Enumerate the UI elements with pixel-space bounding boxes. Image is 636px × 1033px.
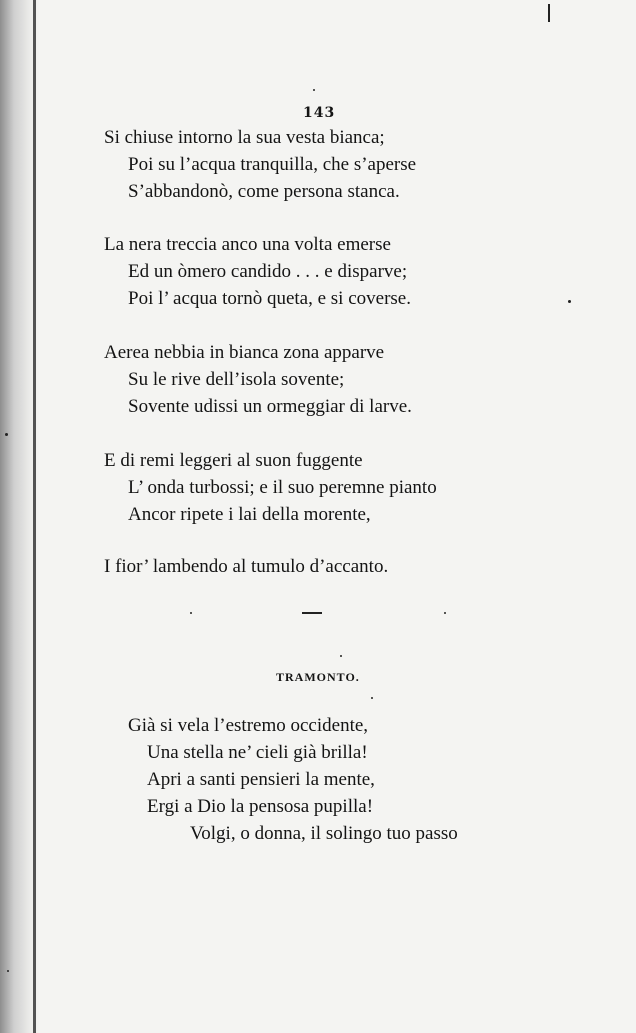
verse-line: Si chiuse intorno la sua vesta bianca;: [104, 127, 385, 148]
scan-speck: [313, 89, 315, 91]
edge-mark: [548, 4, 550, 22]
scan-speck: [568, 300, 571, 303]
verse-line: I fior’ lambendo al tumulo d’accanto.: [104, 556, 389, 577]
scan-speck: [340, 655, 342, 657]
verse-line: Su le rive dell’isola sovente;: [128, 369, 345, 390]
binding-edge: [33, 0, 36, 1033]
verse-line: Poi l’ acqua tornò queta, e si coverse.: [128, 288, 411, 309]
verse-line: Ed un òmero candido . . . e disparve;: [128, 261, 408, 282]
verse-line: Sovente udissi un ormeggiar di larve.: [128, 396, 412, 417]
page-number: 143: [303, 105, 336, 121]
scan-speck: [5, 433, 8, 436]
section-title: TRAMONTO.: [276, 670, 360, 684]
verse-line: La nera treccia anco una volta emerse: [104, 234, 391, 255]
verse-line: Poi su l’acqua tranquilla, che s’aperse: [128, 154, 417, 175]
verse-line: Ancor ripete i lai della morente,: [128, 504, 371, 525]
verse-line: Già si vela l’estremo occidente,: [128, 715, 369, 736]
verse-line: Volgi, o donna, il solingo tuo passo: [190, 823, 458, 844]
scan-speck: [190, 612, 192, 614]
verse-line: Apri a santi pensieri la mente,: [147, 769, 375, 790]
scan-speck: [7, 970, 9, 972]
verse-line: E di remi leggeri al suon fuggente: [104, 450, 363, 471]
verse-line: Ergi a Dio la pensosa pupilla!: [147, 796, 374, 817]
verse-line: L’ onda turbossi; e il suo peremne pianto: [128, 477, 437, 498]
scan-speck: [444, 612, 446, 614]
verse-line: S’abbandonò, come persona stanca.: [128, 181, 400, 202]
verse-line: Aerea nebbia in bianca zona apparve: [104, 342, 385, 363]
section-separator: [302, 612, 322, 614]
verse-line: Una stella ne’ cieli già brilla!: [147, 742, 368, 763]
scan-speck: [371, 697, 373, 699]
